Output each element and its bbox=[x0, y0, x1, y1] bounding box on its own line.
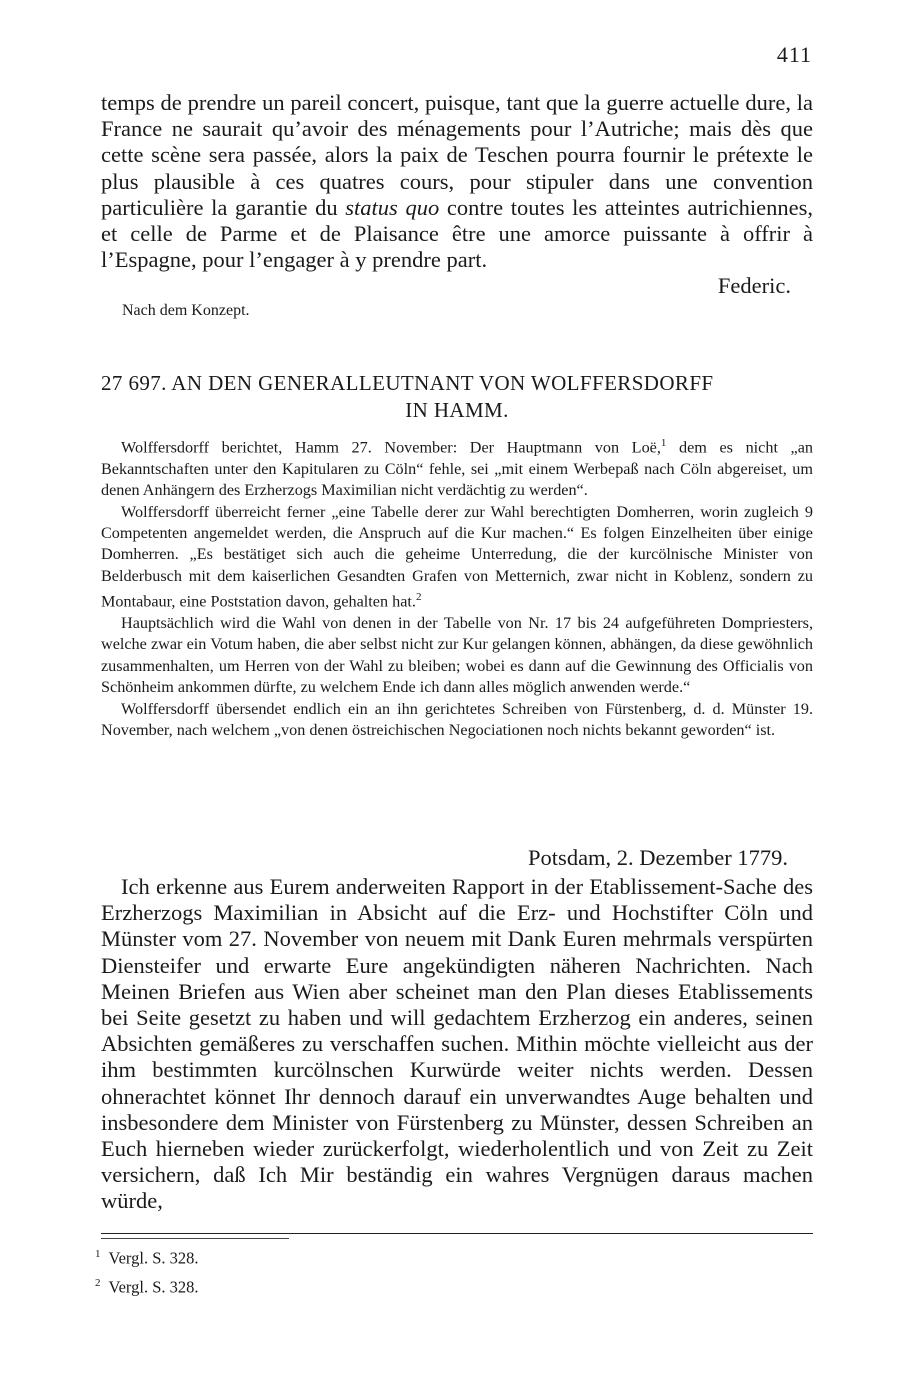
summary-p1-text-b: dem es nicht „an Bekanntschaften unter den Kapitularen zu Cöln“ fehle, sei „mit einem Werbepaß nach Cöln abgereiset, um denen Anhängern des Erzherzogs Maximilian nicht verdächtig zu werden“. bbox=[101, 438, 814, 500]
summary-paragraph-1 bbox=[101, 433, 813, 502]
intro-text-after: contre toutes les atteintes autrichiennes, et celle de Parme et de Plaisance être une amorce puissante à offrir à l’Espagne, pour l’engager à y prendre part. bbox=[101, 194, 813, 273]
letter-body-paragraph: Ich erkenne aus Eurem anderweiten Rapport in der Etablissement-Sache des Erzherzogs Maximilian in Absicht auf die Erz- und Hochstifter Cöln und Münster vom 27. November von neuem mit Dank Euren mehrmals verspürten Diensteifer und erwarte Eure angekündigten näheren Nachrichten. Nach Meinen Briefen aus Wien aber scheinet man den Plan dieses Etablissements bei Seite gesetzt zu haben und will gedachtem Erzherzog ein anderes, seinen Absichten gemäßeres zu verschaffen suchen. Mithin möchte vielleicht aus der ihm bestimmten kurcölnschen Kurwürde weiter nichts werden. Dessen ohnerachtet könnet Ihr dennoch darauf ein unverwandtes Auge behalten und insbesondere dem Minister von Fürstenberg zu Münster, dessen Schreiben an Euch hierneben wieder zurückerfolgt, wiederholentlich und von Zeit zu Zeit versichern, daß Ich Mir beständig ein wahres Vergnügen daraus machen würde, bbox=[101, 874, 813, 1214]
letter-heading-line2: IN HAMM. bbox=[405, 398, 509, 422]
intro-paragraph bbox=[101, 90, 813, 300]
letter-summary bbox=[101, 433, 813, 741]
page-number: 411 bbox=[776, 42, 812, 67]
summary-p1-text-a: Wolffersdorff berichtet, Hamm 27. November: Der Hauptmann von Loë, bbox=[121, 438, 661, 457]
letter-body bbox=[101, 874, 813, 1215]
letter-date: Potsdam, 2. Dezember 1779. bbox=[528, 845, 788, 870]
footnote-2-mark: 2 bbox=[95, 1276, 101, 1289]
footnote-rule bbox=[101, 1233, 813, 1234]
source-note: Nach dem Konzept. bbox=[122, 302, 250, 319]
footnote-1-text: Vergl. S. 328. bbox=[108, 1248, 199, 1268]
letter-heading bbox=[101, 370, 813, 424]
signature: Federic. bbox=[717, 273, 791, 299]
footnotes bbox=[95, 1242, 199, 1299]
footnote-2-text: Vergl. S. 328. bbox=[108, 1277, 199, 1296]
letter-heading-line1: 27 697. AN DEN GENERALLEUTNANT VON WOLFFERSDORFF bbox=[101, 371, 714, 395]
summary-paragraph-2 bbox=[101, 502, 813, 613]
summary-p2-text: Wolffersdorff überreicht ferner „eine Tabelle derer zur Wahl berechtigten Domherren, worin zugleich 9 Competenten angemeldet werden, die Anspruch auf die Kur machen.“ Es folgen Einzelheiten über einige Domherren. „Es bestätiget sich auch die geheime Unterredung, die der kurcölnische Minister von Belderbusch mit dem kaiserlichen Gesandten Grafen von Metternich, zwar nicht in Koblenz, sondern zu Montabaur, eine Poststation davon, gehalten hat. bbox=[101, 502, 813, 611]
summary-paragraph-4: Wolffersdorff übersendet endlich ein an ihn gerichtetes Schreiben von Fürstenberg, d. d. Münster 19. November, nach welchem „von denen östreichischen Negociationen noch nichts bekannt geworden“ ist. bbox=[101, 699, 813, 740]
footnote-ref-1: 1 bbox=[660, 437, 667, 449]
summary-paragraph-3: Hauptsächlich wird die Wahl von denen in der Tabelle von Nr. 17 bis 24 aufgeführeten Dompriesters, welche zwar ein Votum haben, die aber selbst nicht zur Kur gelangen können, abhängen, da diese gewöhnlich zusammenhalten, um Herren von der Wahl zu bleiben; wobei es dann auf die Gewinnung des Officialis von Schönheim ankommen dürfte, zu welchem Ende ich dann alles möglich anwenden werde.“ bbox=[101, 614, 813, 697]
footnote-1-mark: 1 bbox=[95, 1248, 101, 1260]
intro-text-before: temps de prendre un pareil concert, puisque, tant que la guerre actuelle dure, la France ne saurait qu’avoir des ménagements pour l’Autriche; mais dès que cette scène sera passée, alors la paix de Teschen pourra fournir le prétexte le plus plausible à ces quatres cours, pour stipuler dans une convention particulière la garantie du bbox=[101, 90, 813, 220]
footnote-2 bbox=[95, 1271, 199, 1300]
footnote-1 bbox=[95, 1242, 199, 1271]
footnote-ref-2: 2 bbox=[415, 591, 422, 604]
intro-italic-phrase: status quo bbox=[345, 194, 440, 220]
footnote-separator bbox=[101, 1238, 289, 1239]
